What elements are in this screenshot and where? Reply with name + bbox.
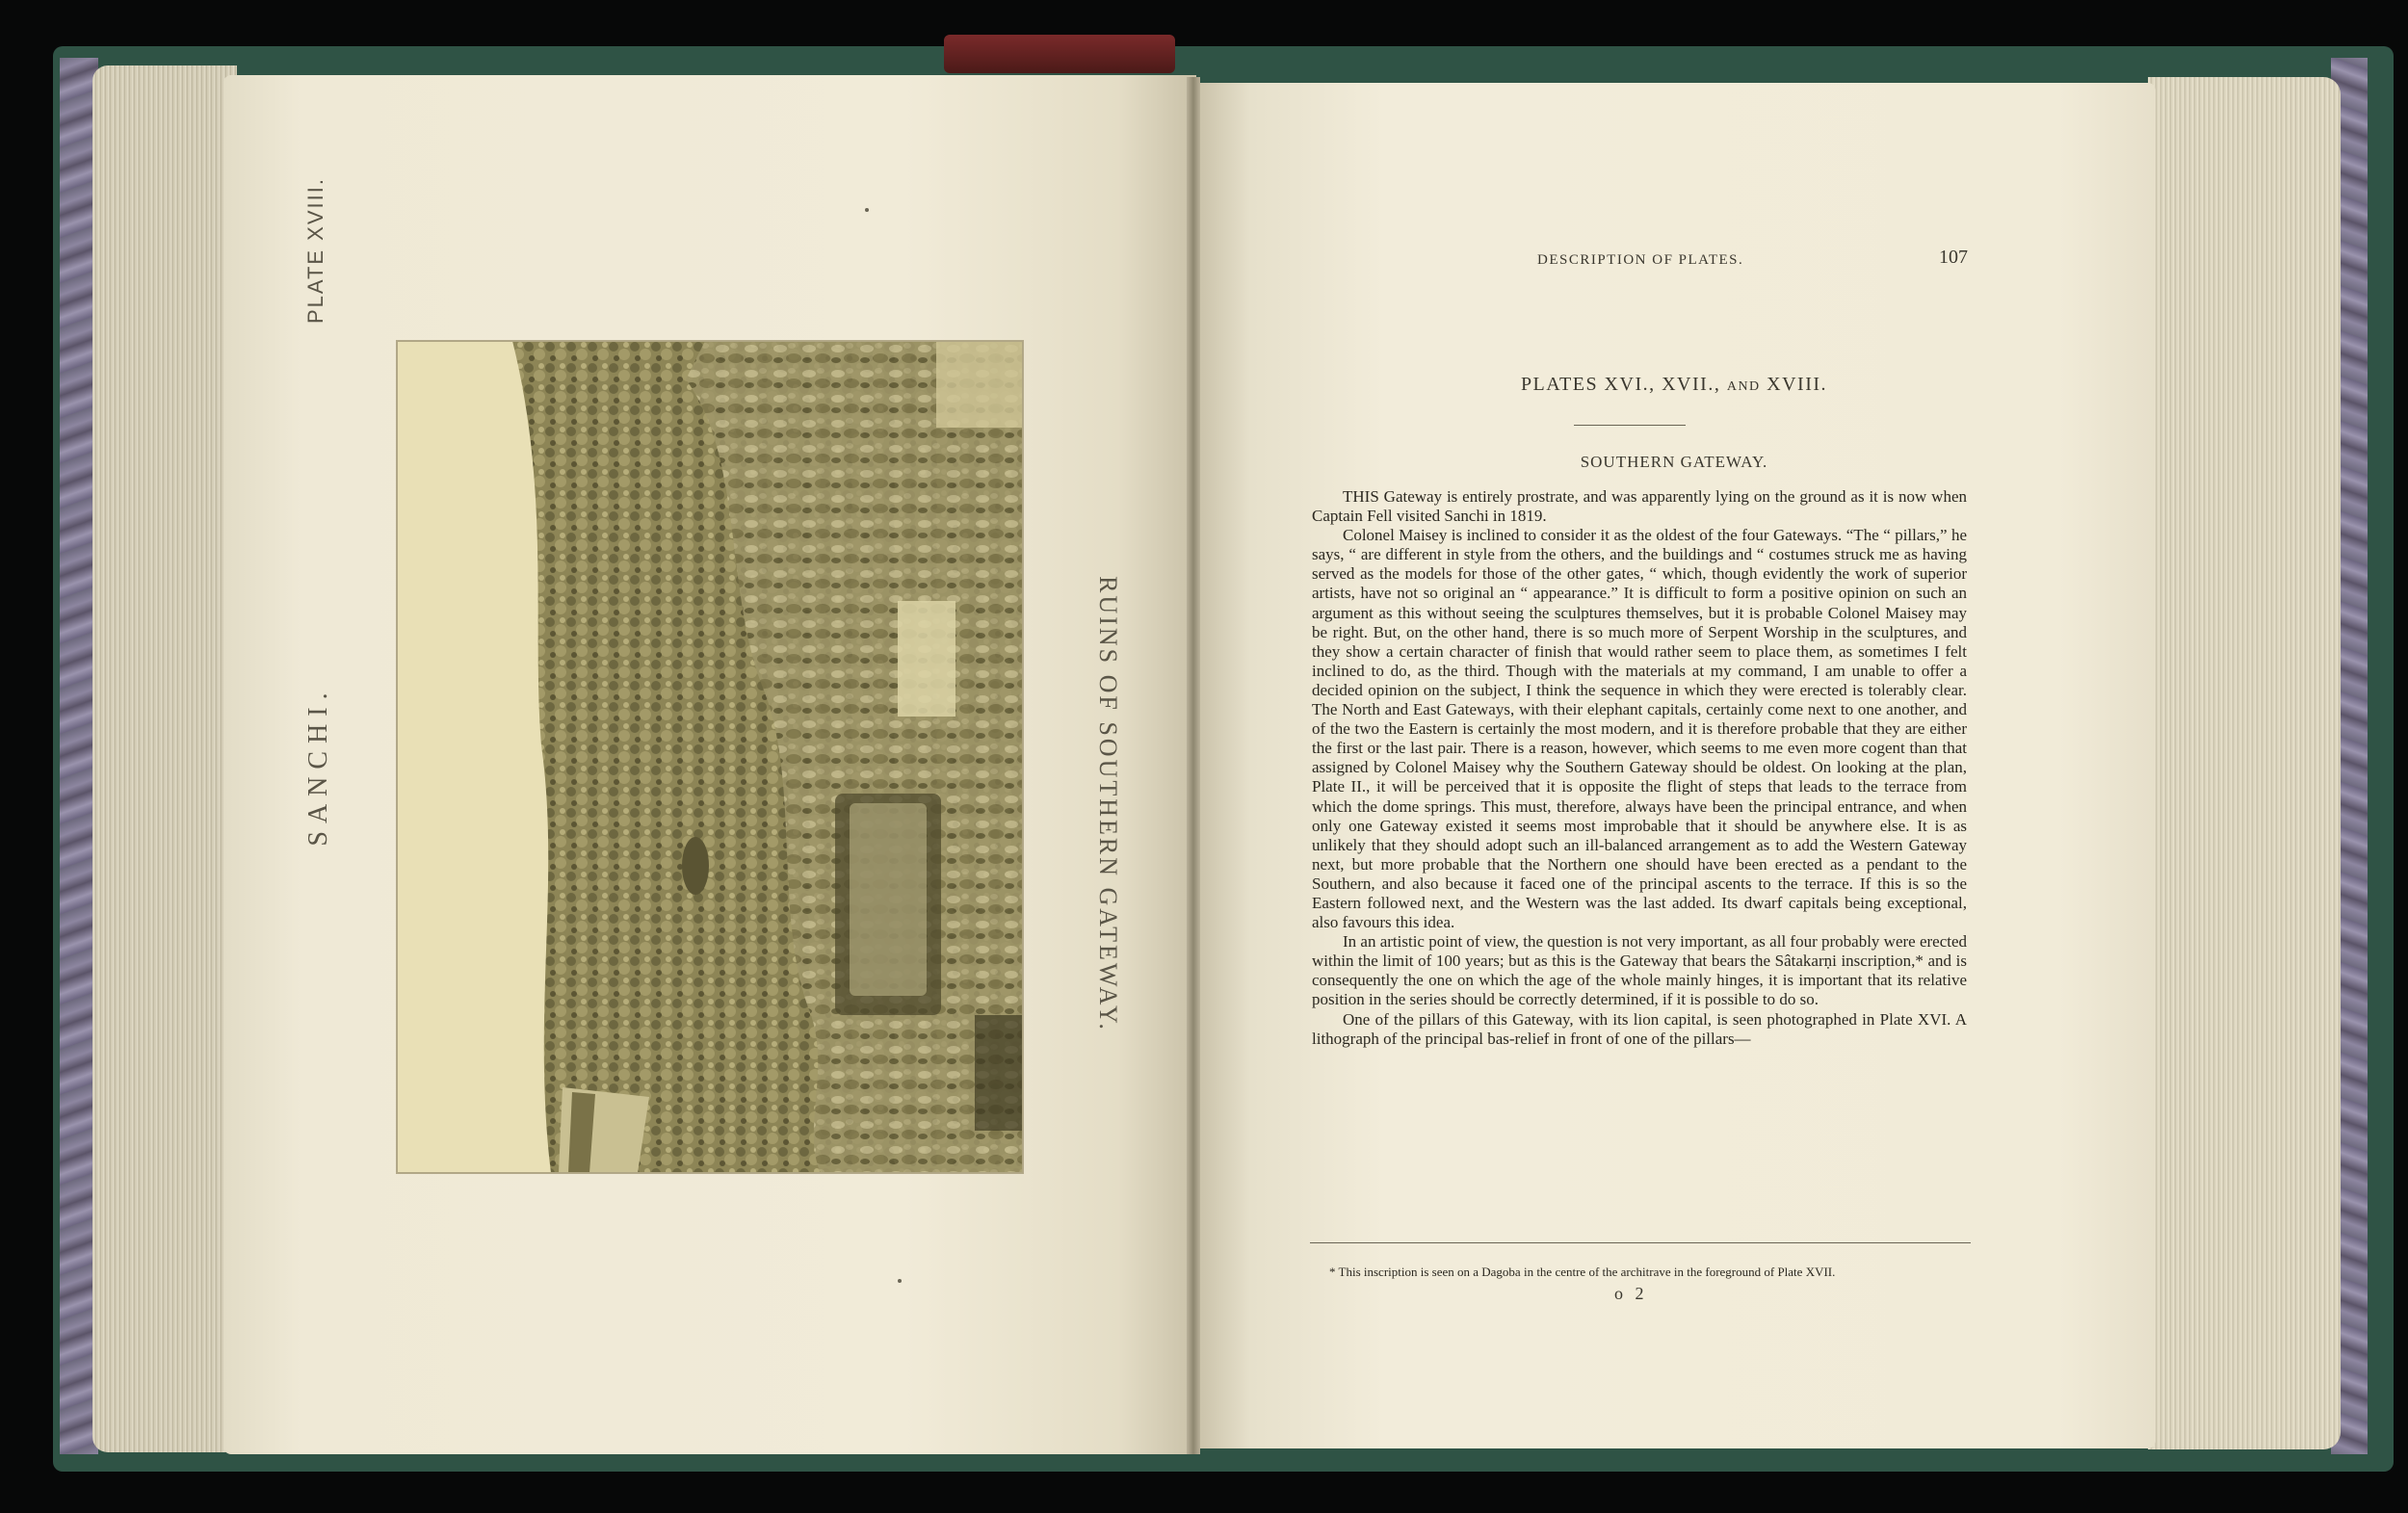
registration-mark-top [865, 208, 869, 212]
book-gutter [1187, 77, 1200, 1454]
paragraph-3: In an artistic point of view, the question is not very important, as all four probably were erected within the limit of 100 years; but as this is the Gateway that bears the Sâtakarṇi inscription,* and is consequently the one on which the age of the whole mainly hinges, it is important that its relative position in the series should be correctly determined, if it is possible to do so. [1312, 932, 1968, 1009]
page-number: 107 [1939, 247, 1968, 268]
paragraph-2: Colonel Maisey is inclined to consider it as the oldest of the four Gateways. “The “ pillars,” he says, “ are different in style from the others, and the buildings and “ costumes struck me as having served as the models for those of the other gates, “ which, though evidently the work of superior artists, have not so original an “ appearance.” It is difficult to form a positive opinion on such an argument as this without seeing the sculptures themselves, but it is probable Colonel Maisey may be right. But, on the other hand, there is so much more of Serpent Worship in the sculptures, and they show a certain character of finish that would rather seem to place them, as sometimes I felt inclined to do, as the third. Though with the materials at my command, I am unable to offer a decided opinion on the subject, I think the sequence in which they were erected is tolerably clear. The North and East Gateways, with their elephant capitals, certainly come next to one another, and of the two the Eastern is certainly the most modern, and it is therefore probable that they are either the first or the last pair. There is a reason, however, which seems to me even more cogent than that assigned by Colonel Maisey why the Southern Gateway should be oldest. On looking at the plan, Plate II., it will be perceived that it is opposite the flight of steps that leads to the terrace from which the dome springs. This must, therefore, always have been the principal entrance, and when only one Gateway existed it seems most improbable that it should be anywhere else. It is as unlikely that they should adopt such an ill-balanced arrangement as to add the Western Gateway next, but more probable that the Northern one should have been erected as a pendant to the Southern, and also because it faced one of the principal ascents to the terrace. If this is so the Eastern followed next, and the Western was the last added. Its dwarf capitals being exceptional, also favours this idea. [1312, 526, 1967, 932]
page-edges-left [92, 65, 237, 1452]
section-title: SOUTHERN GATEWAY. [1580, 453, 1768, 471]
plates-heading-end: XVIII. [1767, 374, 1828, 395]
body-text [1312, 487, 1967, 1049]
plates-heading-main: PLATES XVI., XVII., [1520, 374, 1721, 395]
site-label: SANCHI. [303, 685, 333, 847]
footnote: * This inscription is seen on a Dagoba in the centre of the architrave in the foreground of Plate XVII. [1329, 1265, 1836, 1279]
heading-rule [1574, 425, 1686, 426]
paragraph-4: One of the pillars of this Gateway, with its lion capital, is seen photographed in Plate XVI. A lithograph of the principal bas-relief in front of one of the pillars— [1312, 1009, 1967, 1048]
page-edges-right [2148, 77, 2341, 1449]
spine-headband [944, 35, 1175, 73]
running-head: DESCRIPTION OF PLATES. [1537, 252, 1744, 268]
signature-mark: o 2 [1614, 1284, 1648, 1303]
paragraph-1: THIS Gateway is entirely prostrate, and was apparently lying on the ground as it is now when Captain Fell visited Sanchi in 1819. [1312, 487, 1967, 526]
plates-heading-and: AND [1726, 379, 1761, 394]
registration-mark-bottom [898, 1279, 902, 1283]
photo-caption: RUINS OF SOUTHERN GATEWAY. [1094, 576, 1122, 1032]
plates-heading [1192, 374, 2156, 396]
footnote-rule [1310, 1242, 1971, 1243]
plate-label: PLATE XVIII. [303, 177, 327, 324]
plate-photograph [397, 341, 1023, 1173]
